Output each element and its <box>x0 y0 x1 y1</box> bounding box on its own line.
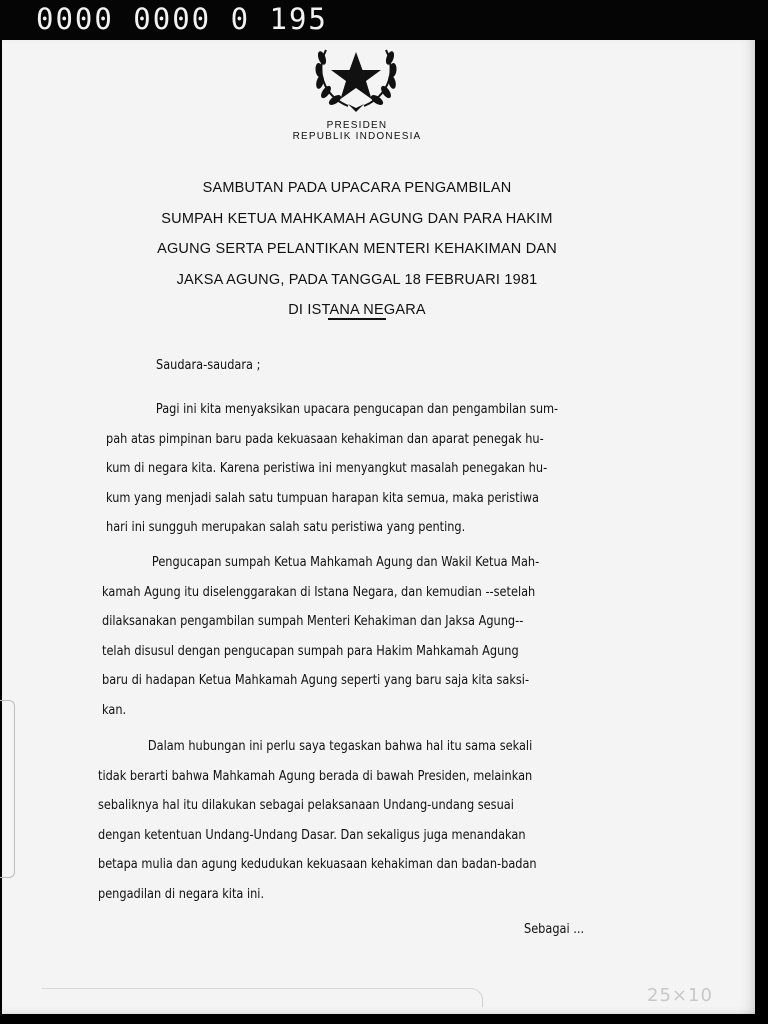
film-frame-number: 0000 0000 0 195 <box>36 2 328 36</box>
paragraph-line: Pengucapan sumpah Ketua Mahkamah Agung dan Wakil Ketua Mah- <box>151 555 540 570</box>
paragraph-3 <box>98 732 537 909</box>
paragraph-line: pengadilan di negara kita ini. <box>98 886 265 902</box>
scan-fold-line <box>42 988 483 1007</box>
title-line: SAMBUTAN PADA UPACARA PENGAMBILAN <box>202 180 512 196</box>
title-line: DI ISTANA NEGARA <box>288 302 426 318</box>
paragraph-line: hari ini sungguh merupakan salah satu peristiwa yang penting. <box>106 520 466 535</box>
paragraph-line: telah disusul dengan pengucapan sumpah para Hakim Mahkamah Agung <box>102 643 519 659</box>
paragraph-line: betapa mulia dan agung kedudukan kekuasaan kehakiman dan badan-badan <box>98 857 537 872</box>
document-title <box>102 173 612 326</box>
paragraph-line: kan. <box>102 702 127 718</box>
paragraph-line: sebaliknya hal itu dilakukan sebagai pelaksanaan Undang-undang sesuai <box>98 798 514 813</box>
paragraph-2 <box>102 548 539 725</box>
paragraph-line: tidak berarti bahwa Mahkamah Agung berada di bawah Presiden, melainkan <box>98 768 533 784</box>
letterhead <box>232 120 482 142</box>
paragraph-line: kum di negara kita. Karena peristiwa ini menyangkut masalah penegakan hu- <box>106 461 548 476</box>
salutation: Saudara-saudara ; <box>156 358 261 373</box>
paragraph-line: Pagi ini kita menyaksikan upacara pengucapan dan pengambilan sum- <box>155 402 559 417</box>
paragraph-line: dilaksanakan pengambilan sumpah Menteri Kehakiman dan Jaksa Agung-- <box>102 614 524 629</box>
letterhead-republik: REPUBLIK INDONESIA <box>292 131 422 142</box>
document-page <box>2 40 755 1014</box>
margin-mark: 25×10 <box>647 985 713 1006</box>
title-underline <box>328 318 386 320</box>
paragraph-line: kamah Agung itu diselenggarakan di Istana Negara, dan kemudian --setelah <box>102 584 536 600</box>
paragraph-line: Dalam hubungan ini perlu saya tegaskan bahwa hal itu sama sekali <box>147 739 533 754</box>
title-line: JAKSA AGUNG, PADA TANGGAL 18 FEBRUARI 1981 <box>176 271 538 288</box>
paragraph-1 <box>106 395 558 543</box>
scan-edge-bracket <box>0 700 15 878</box>
paragraph-line: dengan ketentuan Undang-Undang Dasar. Dan sekaligus juga menandakan <box>98 827 526 843</box>
paragraph-line: baru di hadapan Ketua Mahkamah Agung seperti yang baru saja kita saksi- <box>102 673 530 688</box>
paragraph-line: kum yang menjadi salah satu tumpuan harapan kita semua, maka peristiwa <box>106 490 539 506</box>
presidential-emblem-icon <box>308 40 404 114</box>
letterhead-presiden: PRESIDEN <box>326 120 388 131</box>
title-line: AGUNG SERTA PELANTIKAN MENTERI KEHAKIMAN DAN <box>157 241 557 257</box>
title-line: SUMPAH KETUA MAHKAMAH AGUNG DAN PARA HAKIM <box>161 210 553 227</box>
film-header-strip <box>0 0 768 40</box>
page-continuation: Sebagai ... <box>524 922 585 937</box>
film-right-edge <box>755 40 768 1024</box>
paragraph-line: pah atas pimpinan baru pada kekuasaan kehakiman dan aparat penegak hu- <box>106 431 544 447</box>
film-bottom-edge <box>0 1014 768 1024</box>
